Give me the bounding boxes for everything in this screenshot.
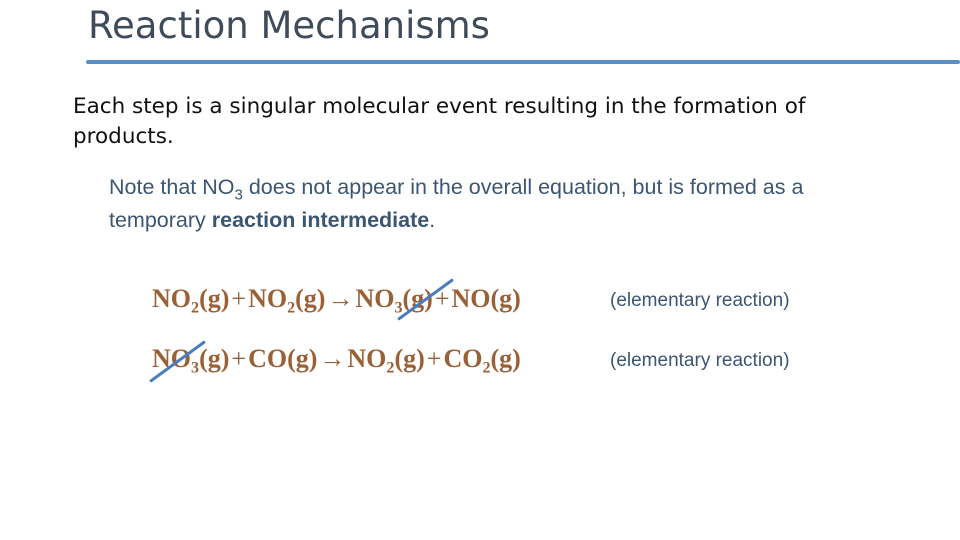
eq1-reactant1-sub: 2 xyxy=(191,299,200,317)
eq2-product1: NO xyxy=(347,344,387,373)
note-pre: Note that NO xyxy=(109,175,235,199)
eq2-product2-state: (g) xyxy=(490,344,521,373)
eq2-arrow: → xyxy=(319,344,346,373)
eq1-product1-state: (g) xyxy=(402,284,433,313)
eq1-product1-sub: 3 xyxy=(394,299,403,317)
eq1-reactant1-state: (g) xyxy=(199,284,230,313)
intermediate-note xyxy=(109,171,899,237)
note-subscript: 3 xyxy=(234,186,243,204)
eq1-product2-state: (g) xyxy=(490,284,521,313)
equation-row-2 xyxy=(0,344,960,384)
eq2-plus1: + xyxy=(231,344,247,373)
note-end: . xyxy=(429,208,436,232)
eq2-reactant2-state: (g) xyxy=(287,344,318,373)
eq2-product2: CO xyxy=(443,344,483,373)
eq2-reactant1-state: (g) xyxy=(199,344,230,373)
equation-1 xyxy=(152,284,521,317)
eq1-reactant1: NO xyxy=(152,284,191,313)
eq2-reactant1: NO xyxy=(152,344,191,373)
eq1-product1: NO xyxy=(355,284,395,313)
eq1-reactant2-state: (g) xyxy=(295,284,326,313)
title-rule xyxy=(86,60,960,64)
eq2-product1-sub: 2 xyxy=(386,359,395,377)
eq1-plus1: + xyxy=(231,284,247,313)
body-text: Each step is a singular molecular event resulting in the formation of products. xyxy=(73,94,806,149)
eq1-reactant2-sub: 2 xyxy=(287,299,296,317)
equation-row-1 xyxy=(0,284,960,324)
eq2-tag: (elementary reaction) xyxy=(610,350,790,371)
eq1-reactant2: NO xyxy=(248,284,288,313)
eq2-reactant2: CO xyxy=(248,344,288,373)
eq2-plus2: + xyxy=(426,344,442,373)
note-bold-term: reaction intermediate xyxy=(211,208,430,232)
eq1-product2: NO xyxy=(451,284,491,313)
eq1-plus2: + xyxy=(434,284,450,313)
eq2-product1-state: (g) xyxy=(394,344,425,373)
note-post: does not appear in the overall equation, but is formed as a temporary xyxy=(109,175,804,232)
eq2-product2-sub: 2 xyxy=(482,359,491,377)
slide-title: Reaction Mechanisms xyxy=(88,4,490,47)
eq1-tag: (elementary reaction) xyxy=(610,290,790,311)
eq1-arrow: → xyxy=(327,284,354,313)
equation-2 xyxy=(152,344,521,377)
eq2-reactant1-sub: 3 xyxy=(191,359,200,377)
